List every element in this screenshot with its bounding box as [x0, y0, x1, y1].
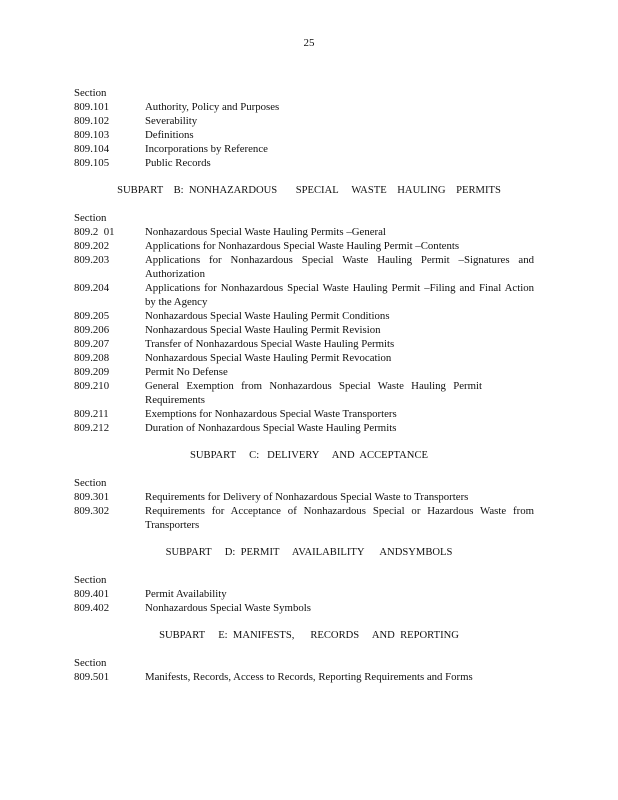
section-title: Applications for Nonhazardous Special Waste Hauling Permit –Contents	[145, 240, 460, 252]
section-number: 809.207	[74, 338, 110, 350]
list-item	[74, 365, 534, 379]
section-block	[74, 86, 534, 170]
section-number: 809.211	[74, 408, 109, 420]
section-block	[74, 476, 534, 532]
section-title: Permit Availability	[145, 588, 227, 600]
section-title: Duration of Nonhazardous Special Waste Hauling Permits	[145, 422, 397, 434]
section-number: 809.203	[74, 254, 110, 266]
section-number: 809.202	[74, 240, 110, 252]
section-title: Nonhazardous Special Waste Hauling Permit Revocation	[145, 352, 392, 364]
section-title: Exemptions for Nonhazardous Special Waste Transporters	[145, 408, 397, 420]
list-item	[74, 504, 534, 532]
section-label: Section	[74, 87, 107, 99]
section-number: 809.302	[74, 505, 110, 517]
subpart-heading: SUBPART C: DELIVERY AND ACCEPTANCE	[190, 450, 428, 461]
section-title: Nonhazardous Special Waste Hauling Permit Conditions	[145, 310, 390, 322]
section-number: 809.104	[74, 143, 110, 155]
section-number: 809.212	[74, 422, 110, 434]
section-title: Transfer of Nonhazardous Special Waste Hauling Permits	[145, 338, 395, 350]
section-title: Permit No Defense	[145, 366, 228, 378]
list-item	[74, 587, 534, 601]
section-number: 809.101	[74, 101, 110, 113]
section-title: Nonhazardous Special Waste Hauling Permit Revision	[145, 324, 381, 336]
section-number: 809.501	[74, 671, 110, 683]
list-item	[74, 253, 534, 281]
section-title: Incorporations by Reference	[145, 143, 268, 155]
section-title: Definitions	[145, 129, 194, 141]
list-item	[74, 281, 534, 309]
list-item	[74, 156, 534, 170]
section-block	[74, 573, 534, 615]
section-label: Section	[74, 574, 107, 586]
section-number: 809.103	[74, 129, 110, 141]
section-label: Section	[74, 477, 107, 489]
section-number: 809.2 01	[74, 226, 115, 238]
section-block	[74, 211, 534, 435]
section-title: Public Records	[145, 157, 211, 169]
section-label: Section	[74, 657, 107, 669]
section-title: Requirements for Acceptance of Nonhazardous Special or Hazardous Waste from Transporters	[145, 505, 534, 531]
subpart-heading: SUBPART B: NONHAZARDOUS SPECIAL WASTE HAULING PERMITS	[117, 185, 501, 196]
section-title: Applications for Nonhazardous Special Waste Hauling Permit –Filing and Final Action by the Agency	[145, 282, 534, 308]
section-title: Severability	[145, 115, 198, 127]
section-title: Requirements for Delivery of Nonhazardous Special Waste to Transporters	[145, 491, 469, 503]
list-item	[74, 128, 534, 142]
list-item	[74, 323, 534, 337]
section-title: Nonhazardous Special Waste Hauling Permits –General	[145, 226, 386, 238]
section-block	[74, 656, 534, 684]
list-item	[74, 670, 534, 684]
list-item	[74, 142, 534, 156]
section-number: 809.102	[74, 115, 110, 127]
list-item	[74, 351, 534, 365]
section-number: 809.401	[74, 588, 110, 600]
list-item	[74, 601, 534, 615]
section-number: 809.105	[74, 157, 110, 169]
list-item	[74, 114, 534, 128]
list-item	[74, 239, 534, 253]
list-item	[74, 225, 534, 239]
section-number: 809.210	[74, 380, 110, 392]
section-number: 809.301	[74, 491, 110, 503]
list-item	[74, 379, 534, 407]
list-item	[74, 421, 534, 435]
section-number: 809.205	[74, 310, 110, 322]
list-item	[74, 309, 534, 323]
section-number: 809.204	[74, 282, 110, 294]
subpart-heading: SUBPART D: PERMIT AVAILABILITY ANDSYMBOLS	[165, 547, 453, 558]
subpart-heading: SUBPART E: MANIFESTS, RECORDS AND REPORTING	[159, 630, 459, 641]
page-number: 25	[303, 37, 315, 49]
section-title: Nonhazardous Special Waste Symbols	[145, 602, 311, 614]
section-title: Manifests, Records, Access to Records, Reporting Requirements and Forms	[145, 671, 473, 683]
section-number: 809.402	[74, 602, 110, 614]
list-item	[74, 337, 534, 351]
section-number: 809.209	[74, 366, 110, 378]
section-number: 809.208	[74, 352, 110, 364]
list-item	[74, 490, 534, 504]
section-title: General Exemption from Nonhazardous Special Waste Hauling Permit Requirements	[145, 380, 482, 406]
section-title: Authority, Policy and Purposes	[145, 101, 280, 113]
section-label: Section	[74, 212, 107, 224]
section-title: Applications for Nonhazardous Special Waste Hauling Permit –Signatures and Authorization	[145, 254, 534, 280]
section-number: 809.206	[74, 324, 110, 336]
list-item	[74, 407, 534, 421]
list-item	[74, 100, 534, 114]
